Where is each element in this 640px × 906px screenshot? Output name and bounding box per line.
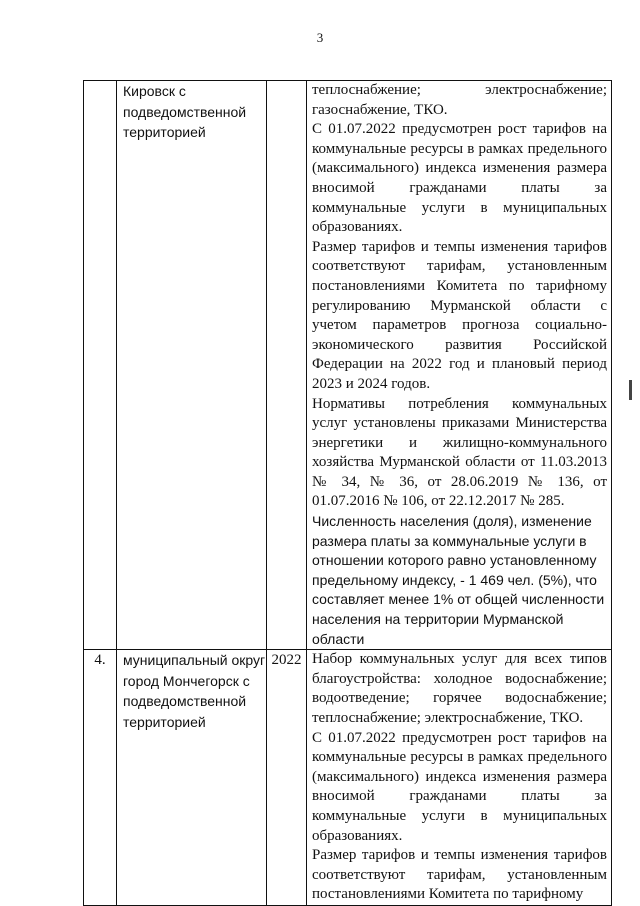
row-year <box>267 81 307 650</box>
municipality-name: муниципальный округ город Мончегорск с подведомственной территорией <box>117 650 267 906</box>
row-number: 4. <box>84 650 117 906</box>
row-description <box>307 81 612 650</box>
municipal-tariffs-table <box>83 80 612 906</box>
paragraph: теплоснабжение; электроснабжение; газоснабжение, ТКО. <box>312 82 607 118</box>
paragraph: Нормативы потребления коммунальных услуг установлены приказами Министерства энергетики и жилищно-коммунального хозяйства Мурманской области от 11.03.2013 № 34, № 36, от 28.06.2019 № 136, от 01.07.2016 № 106, от 22.12.2017 № 285. <box>312 395 607 510</box>
paragraph: С 01.07.2022 предусмотрен рост тарифов на коммунальные ресурсы в рамках предельного (максимального) индекса изменения размера вносимой гражданами платы за коммунальные услуги в муниципальных образованиях. <box>312 121 607 236</box>
table-row <box>84 81 612 650</box>
row-number <box>84 81 117 650</box>
paragraph: Набор коммунальных услуг для всех типов благоустройства: холодное водоснабжение; водоотведение; горячее водоснабжение; теплоснабжение; электроснабжение, ТКО. <box>312 651 607 726</box>
municipality-name: Кировск с подведомственной территорией <box>117 81 267 650</box>
table-row <box>84 650 612 906</box>
scan-margin-mark <box>629 380 632 400</box>
paragraph: Численность населения (доля), изменение размера платы за коммунальные услуги в отношении которого равно установленному предельному индексу, - 1 469 чел. (5%), что составляет менее 1% от общей численности населения на территории Мурманской области <box>312 513 605 647</box>
paragraph: С 01.07.2022 предусмотрен рост тарифов на коммунальные ресурсы в рамках предельного (максимального) индекса изменения размера вносимой гражданами платы за коммунальные услуги в муниципальных образованиях. <box>312 729 607 844</box>
paragraph: Размер тарифов и темпы изменения тарифов соответствуют тарифам, установленным постановлениями Комитета по тарифному регулированию Мурманской области с учетом параметров прогноза социально-экономического развития Российской Федерации на 2022 год и плановый период 2023 и 2024 годов. <box>312 238 607 392</box>
page-number: 3 <box>316 30 324 45</box>
row-description <box>307 650 612 906</box>
row-year: 2022 <box>267 650 307 906</box>
paragraph: Размер тарифов и темпы изменения тарифов соответствуют тарифам, установленным постановлениями Комитета по тарифному <box>312 847 607 903</box>
